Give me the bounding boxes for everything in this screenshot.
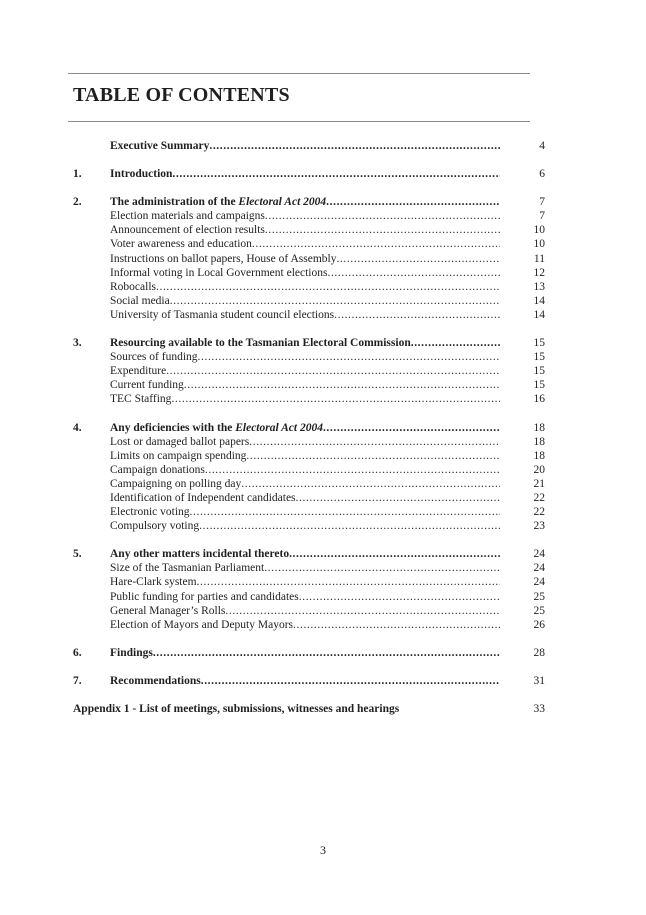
dot-leader <box>327 266 500 280</box>
toc-section-row <box>73 421 545 435</box>
toc-entry-label: Hare-Clark system <box>110 576 197 589</box>
toc-section-row <box>73 336 545 350</box>
toc-item-row <box>73 308 545 322</box>
dot-leader <box>249 435 500 449</box>
toc-item-row <box>73 477 545 491</box>
toc-entry-number: 5. <box>73 548 82 561</box>
toc-entry-label: Voter awareness and education <box>110 238 252 251</box>
toc-entry-label-part: The administration of the <box>110 196 239 209</box>
toc-entry-label-part: Findings <box>110 646 153 659</box>
toc-entry-label: Instructions on ballot papers, House of Assembly <box>110 252 337 265</box>
toc-entry-page: 13 <box>533 280 545 293</box>
toc-item-row <box>73 519 545 533</box>
toc-entry-label: Current funding <box>110 379 184 392</box>
toc-entry-label-part: Resourcing available to the Tasmanian Electoral Commission <box>110 337 411 350</box>
toc-entry-page: 22 <box>533 506 545 519</box>
toc-section <box>73 674 545 688</box>
dot-leader <box>336 252 500 266</box>
dot-leader <box>326 195 500 209</box>
toc-section-row <box>73 167 545 181</box>
toc-item-row <box>73 392 545 406</box>
dot-leader <box>170 294 500 308</box>
dot-leader <box>293 618 500 632</box>
toc-item-row <box>73 266 545 280</box>
toc-item-row <box>73 252 545 266</box>
toc-entry-label <box>110 336 411 350</box>
toc-section <box>73 421 545 534</box>
dot-leader <box>209 139 500 153</box>
toc-entry-page: 20 <box>533 463 545 476</box>
toc-entry-number: 7. <box>73 674 82 687</box>
toc-entry-label: Compulsory voting <box>110 520 200 533</box>
toc-item-row <box>73 561 545 575</box>
top-rule <box>68 73 530 74</box>
toc-item-row <box>73 604 545 618</box>
dot-leader <box>265 223 500 237</box>
toc-entry-page: 15 <box>533 379 545 392</box>
page-title: TABLE OF CONTENTS <box>73 84 290 106</box>
toc-item-row <box>73 364 545 378</box>
footer-page-number: 3 <box>320 843 326 857</box>
toc-entry-label-part: Any other matters incidental thereto <box>110 548 290 561</box>
toc-entry-label <box>110 547 289 561</box>
toc-section <box>73 336 545 406</box>
toc-entry-number: 4. <box>73 421 82 434</box>
toc-entry-label <box>110 195 326 209</box>
toc-entry-label <box>110 646 153 660</box>
toc-entry-page: 7 <box>539 210 545 223</box>
toc-entry-page: 18 <box>533 435 545 448</box>
toc-entry-label-part: Electoral Act 2004 <box>235 421 323 434</box>
toc-entry-label: Size of the Tasmanian Parliament <box>110 562 265 575</box>
toc-entry-page: 11 <box>533 252 545 265</box>
toc-item-row <box>73 491 545 505</box>
toc-entry-page: 24 <box>533 548 545 561</box>
dot-leader <box>334 308 500 322</box>
toc-entry-label: Social media <box>110 294 170 307</box>
toc-item-row <box>73 590 545 604</box>
toc-entry-label: Identification of Independent candidates <box>110 491 296 504</box>
toc-entry-page: 12 <box>533 266 545 279</box>
toc-entry-label <box>110 139 209 153</box>
dot-leader <box>252 237 500 251</box>
toc-item-row <box>73 505 545 519</box>
toc-section <box>73 646 545 660</box>
toc-entry-page: 4 <box>539 140 545 152</box>
toc-entry-label <box>110 674 201 688</box>
toc-entry-page: 25 <box>533 604 545 617</box>
toc-entry-label: Expenditure <box>110 365 167 378</box>
toc-entry-page: 24 <box>533 562 545 575</box>
toc-entry-page: 6 <box>539 168 545 181</box>
toc-entry-label: Campaigning on polling day <box>110 477 242 490</box>
dot-leader <box>184 378 500 392</box>
toc-entry-page: 18 <box>533 449 545 462</box>
dot-leader <box>411 336 500 350</box>
toc-item-row <box>73 223 545 237</box>
dot-leader <box>225 604 500 618</box>
toc-entry-number: 6. <box>73 646 82 659</box>
toc-entry-page: 25 <box>533 590 545 603</box>
toc-section <box>73 547 545 632</box>
toc-entry-page: 24 <box>533 576 545 589</box>
toc-entry-page: 18 <box>533 421 545 434</box>
toc-entry-label-part: Recommendations <box>110 674 201 687</box>
toc-item-row <box>73 449 545 463</box>
dot-leader <box>205 463 500 477</box>
toc-section-row <box>73 195 545 209</box>
toc-item-row <box>73 463 545 477</box>
toc-item-row <box>73 618 545 632</box>
dot-leader <box>172 167 500 181</box>
dot-leader <box>246 449 500 463</box>
toc-item-row <box>73 575 545 589</box>
toc-entry-page: 10 <box>533 224 545 237</box>
toc-entry-page: 26 <box>533 618 545 631</box>
toc-entry-label: Announcement of election results <box>110 224 265 237</box>
dot-leader <box>265 209 500 223</box>
toc-entry-label: TEC Staffing <box>110 393 172 406</box>
toc-item-row <box>73 237 545 251</box>
toc-entry-label: Lost or damaged ballot papers <box>110 435 250 448</box>
toc-entry-page: 15 <box>533 365 545 378</box>
toc-section-row <box>73 646 545 660</box>
toc-entry-label: Appendix 1 - List of meetings, submissions, witnesses and hearings <box>73 703 400 715</box>
toc-entry-number: 1. <box>73 168 82 181</box>
toc-section <box>73 139 545 153</box>
toc-appendix-row <box>73 702 545 716</box>
toc-entry-label-part: Introduction <box>110 168 173 181</box>
dot-leader <box>190 505 500 519</box>
toc-entry-page: 23 <box>533 520 545 533</box>
toc-entry-page: 15 <box>533 337 545 350</box>
table-of-contents <box>73 139 545 716</box>
toc-entry-label: Informal voting in Local Government elections <box>110 266 328 279</box>
dot-leader <box>153 646 500 660</box>
dot-leader <box>201 674 500 688</box>
toc-item-row <box>73 280 545 294</box>
dot-leader <box>198 350 500 364</box>
toc-entry-label: Sources of funding <box>110 351 198 364</box>
dot-leader <box>171 392 500 406</box>
toc-entry-label: Election of Mayors and Deputy Mayors <box>110 618 294 631</box>
toc-entry-page: 14 <box>533 308 545 321</box>
toc-entry-page: 33 <box>533 703 545 715</box>
toc-section-row <box>73 547 545 561</box>
toc-section-row <box>73 674 545 688</box>
toc-item-row <box>73 209 545 223</box>
toc-entry-label <box>110 167 172 181</box>
toc-item-row <box>73 435 545 449</box>
toc-entry-label: University of Tasmania student council elections <box>110 308 335 321</box>
toc-entry-page: 15 <box>533 351 545 364</box>
toc-entry-label: Public funding for parties and candidates <box>110 590 299 603</box>
toc-entry-label-part: Electoral Act 2004 <box>238 196 327 209</box>
toc-entry-page: 22 <box>533 491 545 504</box>
toc-entry-page: 16 <box>533 393 545 406</box>
toc-entry-label <box>110 421 323 435</box>
dot-leader <box>299 590 500 604</box>
toc-section-row <box>73 139 545 153</box>
toc-entry-label: Campaign donations <box>110 463 205 476</box>
dot-leader <box>166 364 500 378</box>
toc-entry-label: Robocalls <box>110 280 156 293</box>
dot-leader <box>323 421 500 435</box>
toc-entry-page: 21 <box>533 477 545 490</box>
toc-item-row <box>73 378 545 392</box>
toc-entry-page: 31 <box>533 674 545 687</box>
toc-entry-page: 7 <box>539 196 545 209</box>
toc-entry-number: 2. <box>73 196 82 209</box>
toc-entry-number: 3. <box>73 337 82 350</box>
toc-section <box>73 167 545 181</box>
toc-entry-label-part: Executive Summary <box>110 140 210 152</box>
toc-item-row <box>73 350 545 364</box>
title-underline-rule <box>68 121 530 122</box>
toc-section <box>73 195 545 322</box>
dot-leader <box>199 519 500 533</box>
toc-entry-label: General Manager’s Rolls <box>110 604 226 617</box>
dot-leader <box>156 280 500 294</box>
dot-leader <box>296 491 500 505</box>
toc-entry-page: 28 <box>533 646 545 659</box>
toc-item-row <box>73 294 545 308</box>
toc-entry-label: Limits on campaign spending <box>110 449 247 462</box>
dot-leader <box>197 575 500 589</box>
toc-entry-page: 14 <box>533 294 545 307</box>
dot-leader <box>289 547 500 561</box>
dot-leader <box>264 561 500 575</box>
toc-entry-label: Electronic voting <box>110 506 190 519</box>
toc-entry-label-part: Any deficiencies with the <box>110 421 236 434</box>
dot-leader <box>241 477 500 491</box>
toc-entry-page: 10 <box>533 238 545 251</box>
toc-entry-label: Election materials and campaigns <box>110 210 265 223</box>
